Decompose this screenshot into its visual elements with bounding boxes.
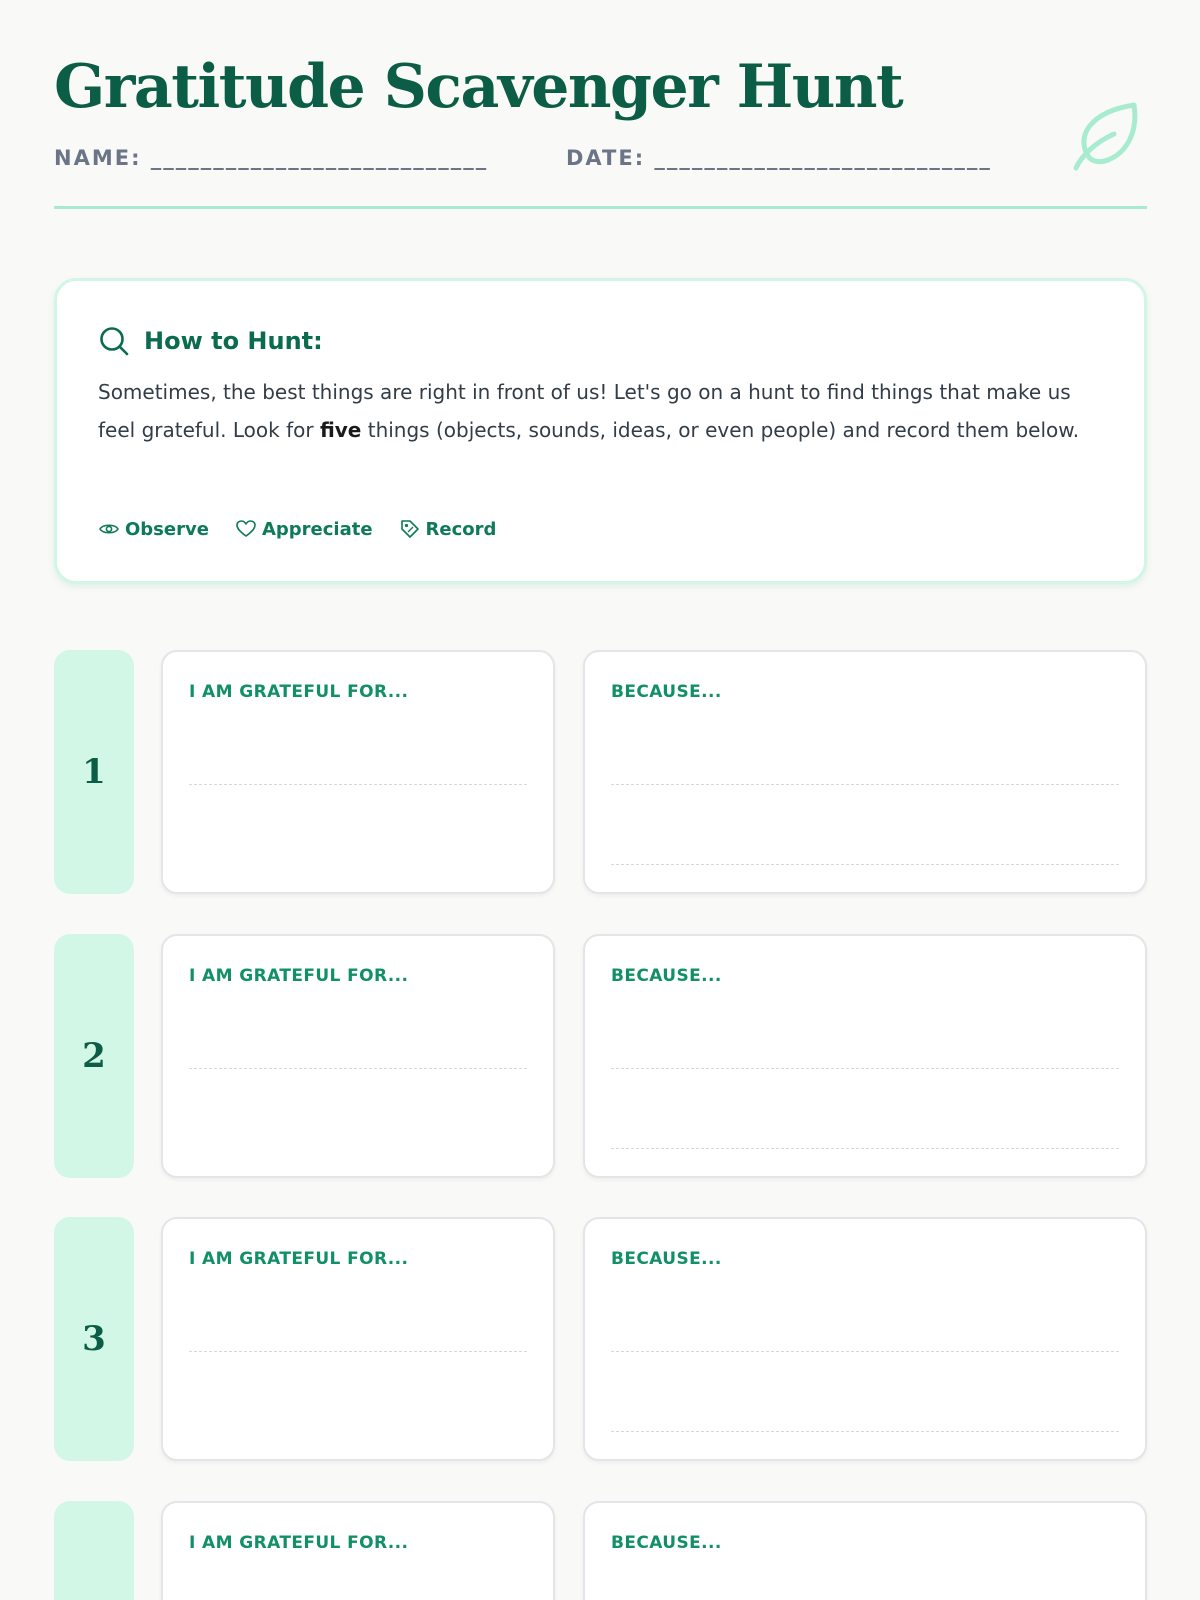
because-label: BECAUSE... [611, 682, 722, 702]
grateful-for-box[interactable] [161, 934, 555, 1178]
instructions-text-part: things (objects, sounds, ideas, or even people) and record them below. [361, 418, 1080, 442]
writing-line [611, 1148, 1119, 1149]
tag-label: Record [425, 518, 497, 540]
because-label: BECAUSE... [611, 1533, 722, 1553]
because-label: BECAUSE... [611, 966, 722, 986]
tag-list [98, 518, 522, 540]
grateful-for-label: I AM GRATEFUL FOR... [189, 1533, 409, 1553]
grateful-for-box[interactable] [161, 650, 555, 894]
grateful-for-label: I AM GRATEFUL FOR... [189, 966, 409, 986]
entry-number [54, 1501, 134, 1600]
leaf-icon [1068, 100, 1142, 176]
eye-icon [98, 518, 120, 540]
search-icon [98, 325, 130, 357]
entry-number: 1 [54, 650, 134, 894]
writing-line [189, 784, 527, 785]
grateful-for-box[interactable] [161, 1501, 555, 1600]
tag-label: Observe [125, 518, 209, 540]
because-box[interactable] [583, 934, 1147, 1178]
writing-line [611, 784, 1119, 785]
entry-number: 2 [54, 934, 134, 1178]
writing-line [189, 1351, 527, 1352]
because-box[interactable] [583, 1501, 1147, 1600]
grateful-for-label: I AM GRATEFUL FOR... [189, 682, 409, 702]
heart-icon [235, 518, 257, 540]
entry-number: 3 [54, 1217, 134, 1461]
writing-line [189, 1068, 527, 1069]
writing-line [611, 864, 1119, 865]
instructions-text-part: Sometimes, the best things are right in front of us! Let's go on a hunt to find things that make us feel grateful. Look for [98, 380, 1071, 442]
entry-row [54, 1217, 1147, 1461]
entry-row [54, 650, 1147, 894]
header-divider [54, 206, 1147, 209]
name-field[interactable]: NAME: ___________________________ [54, 146, 489, 170]
instructions-text [98, 373, 1108, 449]
page-title: Gratitude Scavenger Hunt [54, 52, 903, 122]
tag-record [399, 518, 497, 540]
because-box[interactable] [583, 650, 1147, 894]
date-field[interactable]: DATE: ___________________________ [566, 146, 992, 170]
grateful-for-label: I AM GRATEFUL FOR... [189, 1249, 409, 1269]
writing-line [611, 1068, 1119, 1069]
tag-label: Appreciate [261, 518, 373, 540]
tag-appreciate [235, 518, 373, 540]
instructions-heading [98, 325, 323, 357]
because-box[interactable] [583, 1217, 1147, 1461]
because-label: BECAUSE... [611, 1249, 722, 1269]
instructions-text-bold: five [319, 418, 362, 442]
entry-row [54, 934, 1147, 1178]
entry-row [54, 1501, 1147, 1600]
tag-observe [98, 518, 209, 540]
tag-icon [399, 518, 421, 540]
writing-line [611, 1431, 1119, 1432]
instructions-box [54, 278, 1147, 584]
grateful-for-box[interactable] [161, 1217, 555, 1461]
writing-line [611, 1351, 1119, 1352]
instructions-title: How to Hunt: [144, 327, 323, 355]
